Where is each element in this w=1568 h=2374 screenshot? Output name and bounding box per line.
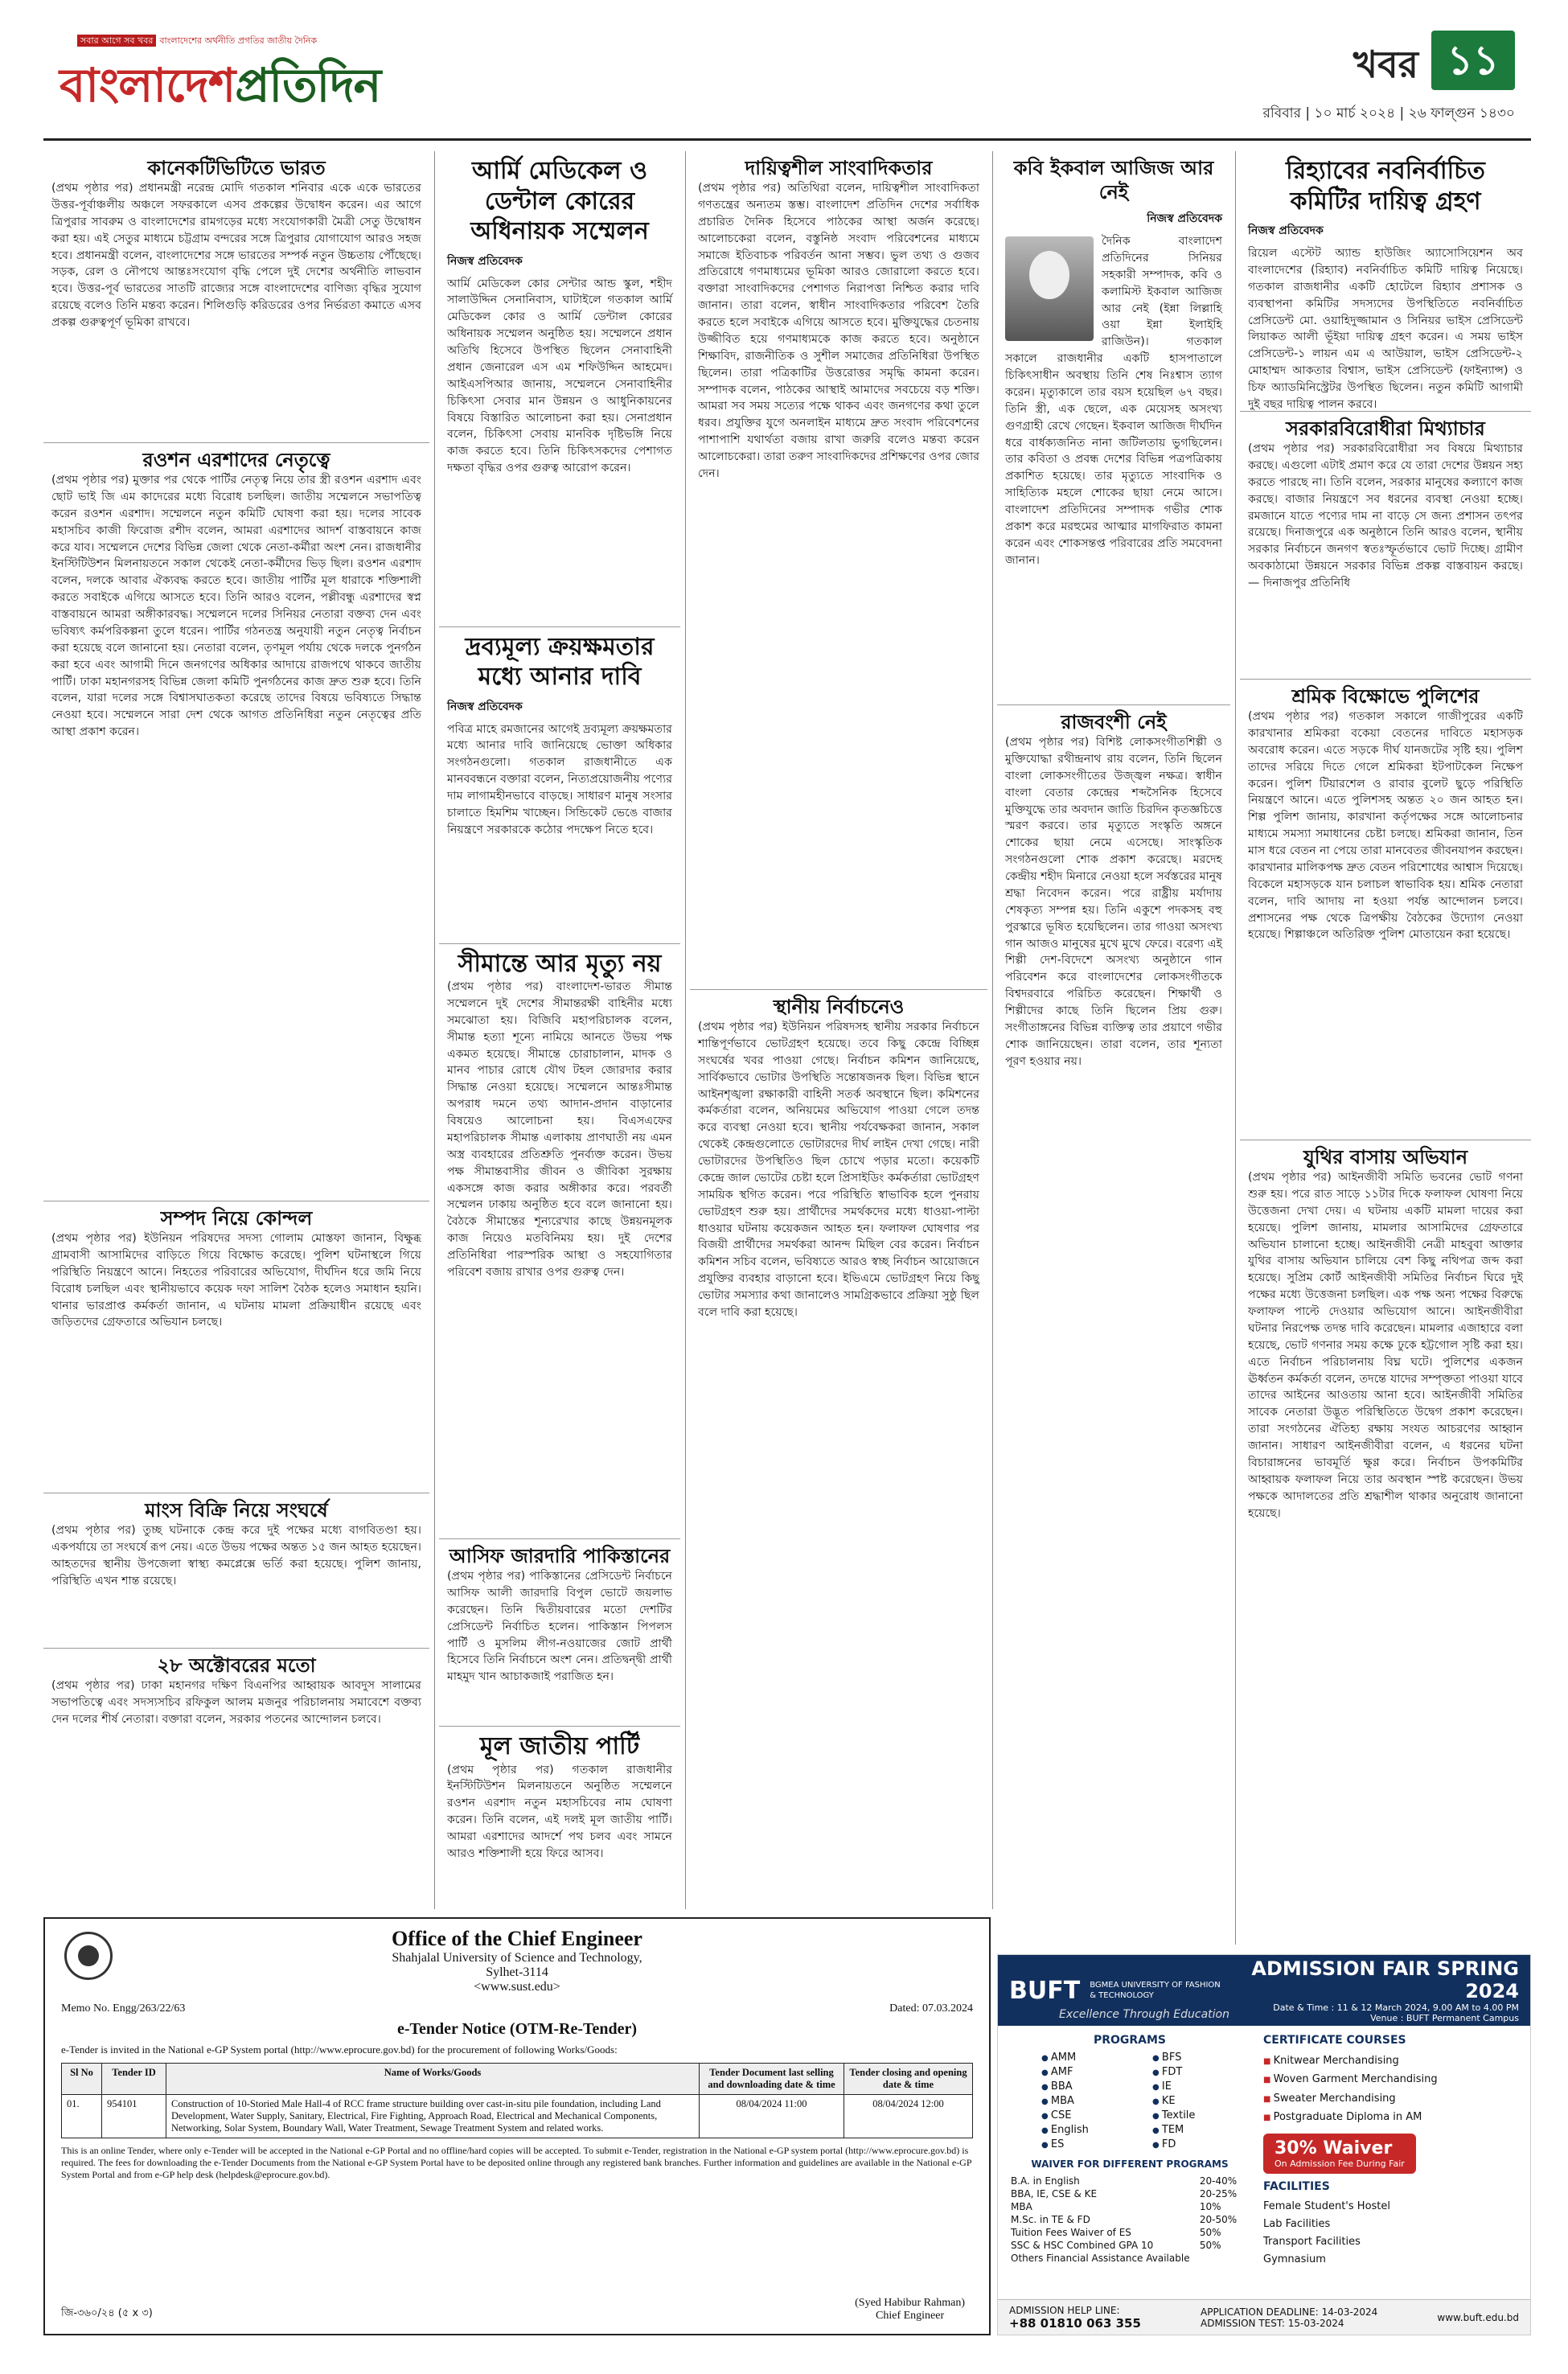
column-5 bbox=[1240, 151, 1531, 1945]
story-body: (প্রথম পৃষ্ঠার পর) ঢাকা মহানগর দক্ষিণ বিএনপির আহ্বায়ক আবদুস সালামের সভাপতিত্বে এবং সদস্যসচিব রফিকুল আলম মজনুর পরিচালনায় সমাবেশে বক্তব্য দেন দলের শীর্ষ নেতারা। বক্তারা বলেন, সরকার পতনের আন্দোলন চলবে। bbox=[51, 1679, 421, 1726]
table-row bbox=[1009, 2252, 1250, 2265]
tender-closing: 08/04/2024 12:00 bbox=[844, 2095, 973, 2138]
newspaper-logo[interactable]: বাংলাদেশপ্রতিদিন bbox=[60, 58, 381, 113]
program-item: ● CSE bbox=[1041, 2109, 1139, 2121]
tender-col-name: Name of Works/Goods bbox=[166, 2064, 700, 2095]
program-item: ● BBA bbox=[1041, 2080, 1139, 2093]
ad-body bbox=[998, 2026, 1530, 2277]
table-row bbox=[1009, 2226, 1250, 2239]
fair-title: ADMISSION FAIR SPRING 2024 bbox=[1251, 1957, 1519, 2002]
column-divider bbox=[1235, 151, 1236, 1945]
story-body: দৈনিক বাংলাদেশ প্রতিদিনের সিনিয়র সহকারী সম্পাদক, কবি ও কলামিস্ট ইকবাল আজিজ আর নেই (ইন্না লিল্লাহি ওয়া ইন্না ইলাইহি রাজিউন)। গতকাল সকালে রাজধানীর একটি হাসপাতালে চিকিৎসাধীন অবস্থায় তিনি শেষ নিঃশ্বাস ত্যাগ করেন। মৃত্যুকালে তার বয়স হয়েছিল ৬৭ বছর। তিনি স্ত্রী, এক ছেলে, এক মেয়েসহ অসংখ্য গুণগ্রাহী রেখে গেছেন। ইকবাল আজিজ দীর্ঘদিন ধরে বার্ধক্যজনিত নানা জটিলতায় ভুগছিলেন। তার কবিতা ও প্রবন্ধ দেশের বিভিন্ন পত্রপত্রিকায় প্রকাশিত হয়েছে। তার মৃত্যুতে সাংবাদিক ও সাহিত্যিক মহলে শোকের ছায়া নেমে আসে। বাংলাদেশ প্রতিদিনের সম্পাদক গভীর শোক প্রকাশ করে মরহুমের আত্মার মাগফিরাত কামনা করেন এবং শোকসন্তপ্ত পরিবারের প্রতি সমবেদনা জানান। bbox=[1005, 235, 1222, 567]
table-row bbox=[1009, 2213, 1250, 2226]
story-byline: নিজস্ব প্রতিবেদক bbox=[447, 254, 523, 268]
story-army[interactable] bbox=[439, 151, 680, 627]
cert-item: ■ Postgraduate Diploma in AM bbox=[1263, 2108, 1519, 2126]
cert-item: ■ Knitwear Merchandising bbox=[1263, 2052, 1519, 2070]
program-item: ● ES bbox=[1041, 2138, 1139, 2150]
buft-university-name: BGMEA UNIVERSITY OF FASHION & TECHNOLOGY bbox=[1090, 1981, 1221, 2000]
deadline-info: APPLICATION DEADLINE: 14-03-2024 ADMISSION TEST: 15-03-2024 bbox=[1201, 2306, 1378, 2329]
program-item: ● KE bbox=[1152, 2095, 1250, 2107]
buft-logo: BUFT bbox=[1009, 1976, 1081, 2005]
waiver-value: 50% bbox=[1199, 2227, 1221, 2238]
story-asif[interactable] bbox=[439, 1539, 680, 1727]
story-headline: আসিফ জারদারি পাকিস্তানের bbox=[449, 1545, 671, 1567]
admission-fair bbox=[1221, 1957, 1519, 2023]
tender-note: This is an online Tender, where only e-Tender will be accepted in the National e-GP Portal and no offline/hard copies will be accepted. To submit e-Tender, registration in the National e-GP system portal (http://www.eprocure.gov.bd) is required. The fees for downloading the e-Tender Documents from the National e-GP System Portal have to be deposited online through any registered bank branches. Further information and guidelines are available in the National e-GP System Portal and from e-GP help desk (helpdesk@eprocure.gov.bd). bbox=[61, 2145, 972, 2180]
story-byline: নিজস্ব প্রতিবেদক bbox=[447, 700, 523, 713]
waiver-label: B.A. in English bbox=[1011, 2175, 1080, 2187]
story-headline: শ্রমিক বিক্ষোভে পুলিশের bbox=[1291, 685, 1480, 708]
buft-website[interactable]: www.buft.edu.bd bbox=[1437, 2311, 1519, 2323]
masthead bbox=[43, 23, 1531, 133]
column-1 bbox=[43, 151, 429, 1909]
waiver-value: 20-50% bbox=[1199, 2214, 1238, 2225]
program-item: ● IE bbox=[1152, 2080, 1250, 2093]
tagline: সবার আগে সব খবর বাংলাদেশের অর্থনীতি প্রগতির জাতীয় দৈনিক bbox=[77, 34, 317, 49]
waiver-value: 50% bbox=[1199, 2240, 1221, 2251]
story-body: পবিত্র মাহে রমজানের আগেই দ্রব্যমূল্য ক্রয়ক্ষমতার মধ্যে আনার দাবি জানিয়েছে ভোক্তা অধিকার সংগঠনগুলো। গতকাল রাজধানীতে এক মানববন্ধনে বক্তারা বলেন, নিত্যপ্রয়োজনীয় পণ্যের দাম লাগামহীনভাবে বাড়ছে। সাধারণ মানুষ সংসার চালাতে হিমশিম খাচ্ছেন। সিন্ডিকেট ভেঙে বাজার নিয়ন্ত্রণে সরকারকে কঠোর পদক্ষেপ নিতে হবে। bbox=[447, 722, 673, 836]
column-divider bbox=[685, 151, 686, 1909]
waiver-value: 20-40% bbox=[1199, 2175, 1238, 2187]
ad-right-column bbox=[1250, 2034, 1519, 2269]
tender-signature bbox=[855, 2297, 965, 2323]
ad-left-column bbox=[1009, 2034, 1250, 2269]
story-byline: নিজস্ব প্রতিবেদক bbox=[1147, 212, 1222, 225]
table-row bbox=[1009, 2175, 1250, 2187]
story-labor[interactable] bbox=[1240, 680, 1531, 1140]
column-divider bbox=[434, 151, 435, 1909]
story-journalism[interactable] bbox=[690, 151, 987, 990]
tender-intro: e-Tender is invited in the National e-GP System portal (http://www.eprocure.gov.bd) for the procurement of following Works/Goods: bbox=[61, 2043, 618, 2056]
waiver-value: 20-25% bbox=[1199, 2188, 1238, 2199]
tender-col-id: Tender ID bbox=[102, 2064, 166, 2095]
waiver-label: Tuition Fees Waiver of ES bbox=[1011, 2227, 1131, 2238]
buft-tagline: Excellence Through Education bbox=[1059, 2008, 1229, 2021]
story-headline: দ্রব্যমূল্য ক্রয়ক্ষমতার মধ্যে আনার দাবি bbox=[465, 632, 655, 691]
story-connectivity[interactable] bbox=[43, 151, 429, 443]
tender-table bbox=[61, 2063, 973, 2138]
program-item: ● TEM bbox=[1152, 2124, 1250, 2136]
table-row bbox=[1009, 2239, 1250, 2252]
story-property[interactable] bbox=[43, 1201, 429, 1493]
facility-item: Transport Facilities bbox=[1263, 2235, 1361, 2248]
table-row bbox=[62, 2095, 973, 2138]
poet-photo bbox=[1005, 236, 1094, 341]
story-headline: মাংস বিক্রি নিয়ে সংঘর্ষে bbox=[145, 1499, 328, 1522]
story-body: (প্রথম পৃষ্ঠার পর) আইনজীবী সমিতি ভবনের ভোট গণনা শুরু হয়। পরে রাত সাড়ে ১১টার দিকে ফলাফল ঘোষণা নিয়ে উত্তেজনা দেখা দেয়। এ ঘটনায় একটি মামলা দায়ের করা হয়েছে। পুলিশ জানায়, মামলার আসামিদের গ্রেফতারে অভিযান চালানো হচ্ছে। আইনজীবী নেত্রী মাহবুবা আক্তার যুথির বাসায় অভিযান চালিয়ে বেশ কিছু নথিপত্র জব্দ করা হয়েছে। সুপ্রিম কোর্ট আইনজীবী সমিতির নির্বাচন ঘিরে দুই পক্ষের মধ্যে উত্তেজনা চলছিল। এক পক্ষ অন্য পক্ষের বিরুদ্ধে ফলাফল পাল্টে দেওয়ার অভিযোগ আনে। আইনজীবীরা ঘটনার নিরপেক্ষ তদন্ত দাবি করেছেন। মামলার এজাহারে বলা হয়েছে, ভোট গণনার সময় কক্ষে ঢুকে হট্টগোল সৃষ্টি করা হয়। এতে নির্বাচন পরিচালনায় বিঘ্ন ঘটে। পুলিশের একজন ঊর্ধ্বতন কর্মকর্তা বলেন, তদন্তে যাদের সম্পৃক্ততা পাওয়া যাবে তাদের আইনের আওতায় আনা হবে। আইনজীবী সমিতির সাবেক নেতারা উদ্ভূত পরিস্থিতিতে উদ্বেগ প্রকাশ করেছেন। তারা সংগঠনের ঐতিহ্য রক্ষায় সংযত আচরণের আহ্বান জানান। সাধারণ আইনজীবীরা বলেন, এ ধরনের ঘটনা বিচারাঙ্গনের ভাবমূর্তি ক্ষুণ্ণ করে। নির্বাচন উপকমিটির আহ্বায়ক ফলাফল নিয়ে তার অবস্থান স্পষ্ট করেছেন। উভয় পক্ষকে আদালতের প্রতি শ্রদ্ধাশীল থাকার অনুরোধ জানানো হয়েছে। bbox=[1248, 1171, 1523, 1520]
ad-header bbox=[998, 1955, 1530, 2026]
program-item: ● FDT bbox=[1152, 2066, 1250, 2078]
story-headline: রওশন এরশাদের নেতৃত্বে bbox=[142, 449, 330, 471]
program-item: ● BFS bbox=[1152, 2052, 1250, 2064]
story-rehab[interactable] bbox=[1240, 151, 1531, 412]
cert-title: CERTIFICATE COURSES bbox=[1263, 2034, 1406, 2047]
story-ershad[interactable] bbox=[43, 443, 429, 1201]
story-headline: সীমান্তে আর মৃত্যু নয় bbox=[458, 949, 662, 978]
story-body: রিয়েল এস্টেট অ্যান্ড হাউজিং অ্যাসোসিয়েশন অব বাংলাদেশের (রিহ্যাব) নবনির্বাচিত কমিটি দায়িত্ব নিয়েছে। গতকাল রাজধানীর একটি হোটেলে রিহ্যাব প্রশাসক ও ব্যবস্থাপনা কমিটির সদস্যদের উপস্থিতিতে নবনির্বাচিত প্রেসিডেন্ট মো. ওয়াহিদুজ্জামান ও সিনিয়র ভাইস প্রেসিডেন্ট লিয়াকত আলী ভূঁইয়া দায়িত্ব গ্রহণ করেন। এ সময় ভাইস প্রেসিডেন্ট-১ লায়ন এম এ আউয়াল, ভাইস প্রেসিডেন্ট-২ মোহাম্মদ আকতার বিশ্বাস, ভাইস প্রেসিডেন্ট (ফাইন্যান্স) ও চিফ অ্যাডমিনিস্ট্রেটর উপস্থিত ছিলেন। নতুন কমিটি আগামী দুই বছর দায়িত্ব পালন করবে। bbox=[1248, 247, 1523, 411]
story-body: (প্রথম পৃষ্ঠার পর) বিশিষ্ট লোকসংগীতশিল্পী ও মুক্তিযোদ্ধা রথীন্দ্রনাথ রায় বলেন, তিনি ছিলেন বাংলা লোকসংগীতের উজ্জ্বল নক্ষত্র। স্বাধীন বাংলা বেতার কেন্দ্রের শব্দসৈনিক হিসেবে মুক্তিযুদ্ধে তার অবদান জাতি চিরদিন কৃতজ্ঞচিত্তে স্মরণ করবে। তার মৃত্যুতে সংস্কৃতি অঙ্গনে শোকের ছায়া নেমে এসেছে। সাংস্কৃতিক সংগঠনগুলো শোক প্রকাশ করেছে। মরদেহ কেন্দ্রীয় শহীদ মিনারে নেওয়া হলে সর্বস্তরের মানুষ শ্রদ্ধা নিবেদন করেন। পরে রাষ্ট্রীয় মর্যাদায় শেষকৃত্য সম্পন্ন হয়। তিনি একুশে পদকসহ বহু পুরস্কারে ভূষিত হয়েছিলেন। তার গাওয়া অসংখ্য গান আজও মানুষের মুখে মুখে ফেরে। বরেণ্য এই শিল্পী দেশ-বিদেশে অসংখ্য অনুষ্ঠানে গান পরিবেশন করে বাংলাদেশের লোকসংগীতকে বিশ্বদরবারে পরিচিত করেছেন। শিক্ষার্থী ও শিল্পীদের কাছে তিনি ছিলেন প্রিয় গুরু। সংগীতাঙ্গনের বিভিন্ন ব্যক্তিত্ব তার প্রয়াণে গভীর শোক জানিয়েছেন। তারা বলেন, তার শূন্যতা পূরণ হওয়ার নয়। bbox=[1005, 736, 1222, 1068]
story-body: (প্রথম পৃষ্ঠার পর) গতকাল সকালে গাজীপুরের একটি কারখানার শ্রমিকরা বকেয়া বেতনের দাবিতে মহাসড়ক অবরোধ করেন। এতে সড়কে দীর্ঘ যানজটের সৃষ্টি হয়। পুলিশ তাদের সরিয়ে দিতে গেলে শ্রমিকরা ইটপাটকেল নিক্ষেপ করেন। পুলিশ টিয়ারশেল ও রাবার বুলেট ছুড়ে পরিস্থিতি নিয়ন্ত্রণে আনে। এতে পুলিশসহ অন্তত ২০ জন আহত হন। শিল্প পুলিশ জানায়, কারখানা কর্তৃপক্ষের সঙ্গে আলোচনার মাধ্যমে সমস্যা সমাধানের চেষ্টা চলছে। শ্রমিকরা জানান, তিন মাস ধরে বেতন না পেয়ে তারা মানবেতর জীবনযাপন করছেন। কারখানার মালিকপক্ষ দ্রুত বেতন পরিশোধের আশ্বাস দিয়েছে। বিকেলে মহাসড়কে যান চলাচল স্বাভাবিক হয়। শ্রমিক নেতারা বলেন, দাবি আদায় না হওয়া পর্যন্ত আন্দোলন চলবে। প্রশাসনের পক্ষ থেকে ত্রিপক্ষীয় বৈঠকের উদ্যোগ নেওয়া হয়েছে। শিল্পাঞ্চলে অতিরিক্ত পুলিশ মোতায়েন করা হয়েছে। bbox=[1248, 710, 1523, 942]
story-lies[interactable] bbox=[1240, 412, 1531, 680]
story-headline: আর্মি মেডিকেল ও ডেন্টাল কোরের অধিনায়ক সম্মেলন bbox=[470, 157, 649, 245]
story-body: (প্রথম পৃষ্ঠার পর) মুক্তার পর থেকে পার্টির নেতৃত্ব নিয়ে তার স্ত্রী রওশন এরশাদ এবং ছোট ভাই জি এম কাদেরের মধ্যে বিরোধ চলছিল। জাতীয় সম্মেলনে সভাপতিত্ব করেন রওশন এরশাদ। সম্মেলনে নতুন কমিটি ঘোষণা করা হয়। দলের সাবেক মহাসচিব কাজী ফিরোজ রশীদ বলেন, আমরা এরশাদের আদর্শ বাস্তবায়নে কাজ করে যাব। সম্মেলনে দেশের বিভিন্ন জেলা থেকে নেতা-কর্মীরা অংশ নেন। রাজধানীর ইনস্টিটিউশন মিলনায়তনে সকাল থেকেই নেতা-কর্মীদের ভিড় ছিল। রওশন এরশাদ বলেন, দলকে আবার ঐক্যবদ্ধ করতে হবে। জাতীয় পার্টির মূল ধারাকে শক্তিশালী করতে সবাইকে এগিয়ে আসতে হবে। তিনি আরও বলেন, পল্লীবন্ধু এরশাদের স্বপ্ন বাস্তবায়নে আমরা অঙ্গীকারবদ্ধ। সম্মেলনে দলের সিনিয়র নেতারা বক্তব্য দেন এবং ভবিষ্যৎ কর্মপরিকল্পনা তুলে ধরেন। পার্টির গঠনতন্ত্র অনুযায়ী নতুন নেতৃত্ব নির্বাচন করা হয়েছে বলে জানানো হয়। নেতারা বলেন, তৃণমূল পর্যায় থেকে দলকে পুনর্গঠন করা হবে এবং আগামী দিনে জনগণের অধিকার আদায়ে রাজপথে থাকবে জাতীয় পার্টি। ঢাকা মহানগরসহ বিভিন্ন জেলা কমিটি পুনর্গঠনের কাজ দ্রুত শুরু হবে। তিনি বলেন, যারা দলের সঙ্গে বিশ্বাসঘাতকতা করেছে তাদের বিষয়ে ভবিষ্যতে সিদ্ধান্ত নেওয়া হবে। সম্মেলনে সারা দেশ থেকে আগত প্রতিনিধিরা নতুন নেতৃত্বের প্রতি আস্থা প্রকাশ করেন। bbox=[51, 474, 421, 739]
waiver-value: 10% bbox=[1199, 2201, 1221, 2212]
tender-office: Office of the Chief Engineer bbox=[392, 1927, 642, 1950]
waiver-label: BBA, IE, CSE & KE bbox=[1011, 2188, 1098, 2199]
story-poet[interactable] bbox=[997, 151, 1230, 705]
ad-footer bbox=[998, 2299, 1530, 2335]
story-headline: রিহ্যাবের নবনির্বাচিত কমিটির দায়িত্ব গ্রহণ bbox=[1286, 157, 1485, 216]
story-body: (প্রথম পৃষ্ঠার পর) তুচ্ছ ঘটনাকে কেন্দ্র করে দুই পক্ষের মধ্যে বাগবিতণ্ডা হয়। একপর্যায়ে তা সংঘর্ষে রূপ নেয়। এতে উভয় পক্ষের অন্তত ১৫ জন আহত হয়েছেন। আহতদের স্থানীয় উপজেলা স্বাস্থ্য কমপ্লেক্সে ভর্তি করা হয়েছে। পুলিশ জানায়, পরিস্থিতি এখন শান্ত রয়েছে। bbox=[51, 1524, 421, 1587]
story-headline: স্থানীয় নির্বাচনেও bbox=[773, 996, 905, 1018]
programs-title: PROGRAMS bbox=[1093, 2034, 1167, 2047]
waiver-label: SSC & HSC Combined GPA 10 bbox=[1011, 2240, 1154, 2251]
story-headline: দায়িত্বশীল সাংবাদিকতার bbox=[745, 157, 933, 179]
tender-memo-row bbox=[61, 2002, 973, 2015]
story-border[interactable] bbox=[439, 944, 680, 1540]
facility-item: Gymnasium bbox=[1263, 2253, 1326, 2265]
cert-list bbox=[1263, 2052, 1519, 2127]
story-headline: সরকারবিরোধীরা মিথ্যাচার bbox=[1286, 417, 1485, 440]
facility-item: Lab Facilities bbox=[1263, 2217, 1331, 2230]
story-body: (প্রথম পৃষ্ঠার পর) পাকিস্তানের প্রেসিডেন্ট নির্বাচনে আসিফ আলী জারদারি বিপুল ভোটে জয়লাভ করেছেন। তিনি দ্বিতীয়বারের মতো দেশটির প্রেসিডেন্ট নির্বাচিত হলেন। পাকিস্তান পিপলস পার্টি ও মুসলিম লীগ-নওয়াজের জোট প্রার্থী হিসেবে তিনি নির্বাচনে অংশ নেন। প্রতিদ্বন্দ্বী প্রার্থী মাহমুদ খান আচাকজাই পরাজিত হন। bbox=[447, 1570, 672, 1684]
story-body: (প্রথম পৃষ্ঠার পর) সরকারবিরোধীরা সব বিষয়ে মিথ্যাচার করছে। এগুলো এটাই প্রমাণ করে যে তারা দেশের উন্নয়ন সহ্য করতে পারছে না। তিনি বলেন, সরকার মানুষের কল্যাণে কাজ করছে। বাজার নিয়ন্ত্রণে সব ধরনের ব্যবস্থা নেওয়া হচ্ছে। রমজানে যাতে পণ্যের দাম না বাড়ে সে জন্য প্রশাসন তৎপর রয়েছে। দিনাজপুরে এক অনুষ্ঠানে তিনি আরও বলেন, স্থানীয় সরকার নির্বাচনে জনগণ স্বতঃস্ফূর্তভাবে ভোট দিচ্ছে। গ্রামীণ অবকাঠামো উন্নয়নে সরকার বিভিন্ন প্রকল্প বাস্তবায়ন করছে। — দিনাজপুর প্রতিনিধি bbox=[1248, 442, 1523, 589]
story-headline: রাজবংশী নেই bbox=[1061, 711, 1167, 733]
helpline[interactable]: ADMISSION HELP LINE: +88 01810 063 355 bbox=[1009, 2304, 1141, 2331]
tender-signer-title: Chief Engineer bbox=[876, 2310, 945, 2322]
tender-gd-number: জি-৩৬০/২৪ (৫ x ৩) bbox=[61, 2307, 153, 2319]
tender-col-selling: Tender Document last selling and downloading date & time bbox=[700, 2064, 844, 2095]
fair-date: Date & Time : 11 & 12 March 2024, 9.00 AM to 4.00 PM bbox=[1273, 2002, 1519, 2013]
cert-item: ■ Sweater Merchandising bbox=[1263, 2089, 1519, 2108]
story-oct28[interactable] bbox=[43, 1649, 429, 1779]
story-body: (প্রথম পৃষ্ঠার পর) অতিথিরা বলেন, দায়িত্বশীল সাংবাদিকতা গণতন্ত্রের অন্যতম স্তম্ভ। বাংলাদেশ প্রতিদিন দেশের সর্বাধিক প্রচারিত দৈনিক হিসেবে পাঠকের আস্থা অর্জন করেছে। আলোচকেরা বলেন, বস্তুনিষ্ঠ সংবাদ পরিবেশনের মাধ্যমে সমাজে ইতিবাচক পরিবর্তন আনা সম্ভব। ভুল তথ্য ও গুজব প্রতিরোধে গণমাধ্যমের ভূমিকা আরও জোরালো করতে হবে। বক্তারা সাংবাদিকদের পেশাগত নিরাপত্তা নিশ্চিত করার দাবি জানান। তারা বলেন, স্বাধীন সাংবাদিকতার পরিবেশ তৈরি করতে হলে সবাইকে এগিয়ে আসতে হবে। মুক্তিযুদ্ধের চেতনায় উজ্জীবিত হয়ে গণমাধ্যমকে কাজ করতে হবে। অনুষ্ঠানে শিক্ষাবিদ, রাজনীতিক ও সুশীল সমাজের প্রতিনিধিরা উপস্থিত ছিলেন। তারা পত্রিকাটির উত্তরোত্তর সমৃদ্ধি কামনা করেন। সম্পাদক বলেন, পাঠকের আস্থাই আমাদের সবচেয়ে বড় শক্তি। আমরা সব সময় সত্যের পক্ষে থাকব এবং জনগণের কথা তুলে ধরব। প্রযুক্তির যুগে অনলাইন মাধ্যমে দ্রুত সংবাদ পরিবেশনের পাশাপাশি যথার্থতা বজায় রাখা জরুরি বলেও মন্তব্য করেন আলোচকেরা। তারা তরুণ সাংবাদিকদের প্রশিক্ষণের ওপর জোর দেন। bbox=[698, 182, 979, 480]
tender-name: Construction of 10-Storied Male Hall-4 of RCC frame structure building over cast-in-situ pile foundation, including Land Development, Water Supply, Sanitary, Electrical, Fire Fighting, Approach Road, Electrical and Mechanical Components, Networking, Solar System, Boundary Wall, Water Treatment, Sewage Treatment System and related works. bbox=[166, 2095, 700, 2138]
tender-memo: Memo No. Engg/263/22/63 bbox=[61, 2002, 186, 2015]
program-item: ● FD bbox=[1152, 2138, 1250, 2150]
story-commodity[interactable] bbox=[439, 627, 680, 944]
column-4 bbox=[997, 151, 1230, 1945]
masthead-rule bbox=[43, 138, 1531, 141]
column-2 bbox=[439, 151, 680, 1909]
story-body: (প্রথম পৃষ্ঠার পর) প্রধানমন্ত্রী নরেন্দ্র মোদি গতকাল শনিবার একে একে ভারতের উত্তর-পূর্বাঞ্চলীয় অঞ্চলে সফরকালে এসব প্রকল্পের উদ্বোধন করেন। এর আগে ত্রিপুরার সাবরুম ও বাংলাদেশের রামগড়ের মধ্যে সংযোগকারী মৈত্রী সেতু উদ্বোধন করা হয়। এই সেতুর মাধ্যমে চট্টগ্রাম বন্দরের সঙ্গে ত্রিপুরার যোগাযোগ আরও সহজ হবে। প্রধানমন্ত্রী বলেন, বাংলাদেশের সঙ্গে ভারতের সম্পর্ক নতুন উচ্চতায় পৌঁছেছে। সড়ক, রেল ও নৌপথে আন্তঃসংযোগ বৃদ্ধি পেলে দুই দেশের অর্থনীতি লাভবান হবে। উত্তর-পূর্ব ভারতের সাতটি রাজ্যের সঙ্গে বাংলাদেশের বাণিজ্য বৃদ্ধির সুযোগ রয়েছে বলেও তিনি মন্তব্য করেন। শিলিগুড়ি করিডরের ওপর নির্ভরতা কমাতে এসব প্রকল্প গুরুত্বপূর্ণ ভূমিকা রাখবে। bbox=[51, 182, 421, 329]
tender-website[interactable]: <www.sust.edu> bbox=[474, 1980, 560, 1994]
facilities-list bbox=[1263, 2198, 1519, 2269]
story-body: (প্রথম পৃষ্ঠার পর) ইউনিয়ন পরিষদের সদস্য গোলাম মোস্তফা জানান, বিক্ষুব্ধ গ্রামবাসী আসামিদের বাড়িতে গিয়ে বিক্ষোভ করেছে। পুলিশ ঘটনাস্থলে গিয়ে পরিস্থিতি নিয়ন্ত্রণে আনে। নিহতের পরিবারের অভিযোগ, দীর্ঘদিন ধরে জমি নিয়ে বিরোধ চলছিল এবং স্থানীয়ভাবে কয়েক দফা সালিশ বৈঠক হলেও সমাধান হয়নি। থানার ভারপ্রাপ্ত কর্মকর্তা জানান, এ ঘটনায় মামলা প্রক্রিয়াধীন রয়েছে এবং জড়িতদের গ্রেফতারে অভিযান চলছে। bbox=[51, 1232, 421, 1329]
story-meat[interactable] bbox=[43, 1493, 429, 1649]
tender-date: Dated: 07.03.2024 bbox=[889, 2002, 973, 2015]
program-item: ● AMF bbox=[1041, 2066, 1139, 2078]
tender-col-sl: Sl No bbox=[62, 2064, 102, 2095]
story-headline: যুথির বাসায় অভিযান bbox=[1303, 1146, 1468, 1169]
tender-selling: 08/04/2024 11:00 bbox=[700, 2095, 844, 2138]
waiver-table bbox=[1009, 2175, 1250, 2265]
table-row bbox=[1009, 2187, 1250, 2200]
story-local-election[interactable] bbox=[690, 990, 987, 1908]
waiver-label: MBA bbox=[1011, 2201, 1032, 2212]
program-item: ● English bbox=[1041, 2124, 1139, 2136]
story-headline: কানেকটিভিটিতে ভারত bbox=[147, 157, 326, 179]
tender-col-closing: Tender closing and opening date & time bbox=[844, 2064, 973, 2095]
column-3 bbox=[690, 151, 987, 1909]
tender-notice[interactable] bbox=[43, 1917, 991, 2335]
page-number: ১১ bbox=[1431, 31, 1515, 90]
story-body: (প্রথম পৃষ্ঠার পর) বাংলাদেশ-ভারত সীমান্ত সম্মেলনে দুই দেশের সীমান্তরক্ষী বাহিনীর মধ্যে সমঝোতা হয়। বিজিবি মহাপরিচালক বলেন, সীমান্ত হত্যা শূন্যে নামিয়ে আনতে উভয় পক্ষ একমত হয়েছে। সীমান্তে চোরাচালান, মাদক ও মানব পাচার রোধে যৌথ টহল জোরদার করার সিদ্ধান্ত নেওয়া হয়েছে। সম্মেলনে আন্তঃসীমান্ত অপরাধ দমনে তথ্য আদান-প্রদান বাড়ানোর বিষয়েও আলোচনা হয়। বিএসএফের মহাপরিচালক সীমান্ত এলাকায় প্রাণঘাতী নয় এমন অস্ত্র ব্যবহারের প্রতিশ্রুতি পুনর্ব্যক্ত করেন। উভয় পক্ষ সীমান্তবাসীর জীবন ও জীবিকা সুরক্ষায় একসঙ্গে কাজ করার অঙ্গীকার করে। পরবর্তী সম্মেলন ঢাকায় অনুষ্ঠিত হবে বলে জানানো হয়। বৈঠকে সীমান্তের শূন্যরেখার কাছে উন্নয়নমূলক কাজ নিয়েও মতবিনিময় হয়। দুই দেশের প্রতিনিধিরা পারস্পরিক আস্থা ও সহযোগিতার পরিবেশ বজায় রাখার ওপর গুরুত্ব দেন। bbox=[447, 980, 672, 1279]
section-name: খবর bbox=[1353, 43, 1418, 86]
waiver-label: M.Sc. in TE & FD bbox=[1011, 2214, 1090, 2225]
facilities-title: FACILITIES bbox=[1263, 2179, 1330, 2193]
cert-item: ■ Woven Garment Merchandising bbox=[1263, 2070, 1519, 2089]
story-headline: ২৮ অক্টোবরের মতো bbox=[157, 1654, 316, 1677]
program-item: ● MBA bbox=[1041, 2095, 1139, 2107]
table-row bbox=[1009, 2200, 1250, 2213]
story-body: (প্রথম পৃষ্ঠার পর) গতকাল রাজধানীর ইনস্টিটিউশন মিলনায়তনে অনুষ্ঠিত সম্মেলনে রওশন এরশাদ নতুন মহাসচিবের নাম ঘোষণা করেন। তিনি বলেন, এই দলই মূল জাতীয় পার্টি। আমরা এরশাদের আদর্শে পথ চলব এবং সামনে আরও শক্তিশালী হয়ে ফিরে আসব। bbox=[447, 1763, 672, 1860]
tender-university: Shahjalal University of Science and Technology, bbox=[392, 1951, 642, 1965]
waiver-label: Others Financial Assistance Available bbox=[1011, 2253, 1190, 2264]
story-body: (প্রথম পৃষ্ঠার পর) ইউনিয়ন পরিষদসহ স্থানীয় সরকার নির্বাচনে শান্তিপূর্ণভাবে ভোটগ্রহণ হয়েছে। তবে কিছু কেন্দ্রে বিচ্ছিন্ন সংঘর্ষের খবর পাওয়া গেছে। নির্বাচন কমিশন জানিয়েছে, সার্বিকভাবে ভোটার উপস্থিতি সন্তোষজনক ছিল। বিভিন্ন স্থানে আইনশৃঙ্খলা রক্ষাকারী বাহিনী সতর্ক অবস্থানে ছিল। কমিশনের কর্মকর্তারা বলেন, অনিয়মের অভিযোগ পাওয়া গেলে তদন্ত করে ব্যবস্থা নেওয়া হবে। স্থানীয় পর্যবেক্ষকরা জানান, সকাল থেকেই কেন্দ্রগুলোতে ভোটারদের দীর্ঘ লাইন দেখা গেছে। নারী ভোটারদের উপস্থিতিও ছিল চোখে পড়ার মতো। কয়েকটি কেন্দ্রে জাল ভোটের চেষ্টা হলে প্রিসাইডিং কর্মকর্তারা ভোটগ্রহণ সাময়িক স্থগিত করেন। পরে পরিস্থিতি স্বাভাবিক হলে পুনরায় ভোটগ্রহণ শুরু হয়। প্রার্থীদের সমর্থকদের মধ্যে ধাওয়া-পাল্টা ধাওয়ার ঘটনায় কয়েকজন আহত হন। ফলাফল ঘোষণার পর বিজয়ী প্রার্থীদের সমর্থকরা আনন্দ মিছিল বের করেন। নির্বাচন কমিশন সচিব বলেন, ভবিষ্যতে আরও স্বচ্ছ নির্বাচন আয়োজনে প্রযুক্তির ব্যবহার বাড়ানো হবে। ইভিএমে ভোটগ্রহণ নিয়ে কিছু ভোটার সমস্যার কথা জানালেও সামগ্রিকভাবে প্রক্রিয়া সুষ্ঠু ছিল বলে দাবি করা হয়েছে। bbox=[698, 1021, 979, 1319]
story-joint[interactable] bbox=[1240, 1140, 1531, 1946]
story-byline: নিজস্ব প্রতিবেদক bbox=[1248, 224, 1324, 237]
story-body: আর্মি মেডিকেল কোর সেন্টার আন্ড স্কুল, শহীদ সালাউদ্দিন সেনানিবাস, ঘাটাইলে গতকাল আর্মি মেডিকেল কোর ও আর্মি ডেন্টাল কোরের অধিনায়ক সম্মেলন অনুষ্ঠিত হয়। সম্মেলনে প্রধান অতিথি হিসেবে উপস্থিত ছিলেন সেনাবাহিনী প্রধান জেনারেল এস এম শফিউদ্দিন আহমেদ। আইএসপিআর জানায়, সম্মেলনে সেনাবাহিনীর চিকিৎসা সেবার মান উন্নয়ন ও আধুনিকায়নের বিষয়ে বিস্তারিত আলোচনা করা হয়। সেনাপ্রধান বলেন, চিকিৎসা সেবায় মানবিক দৃষ্টিভঙ্গি নিয়ে কাজ করতে হবে। তিনি চিকিৎসকদের পেশাগত দক্ষতা বৃদ্ধির ওপর গুরুত্ব আরোপ করেন। bbox=[447, 277, 672, 475]
buft-advertisement[interactable] bbox=[997, 1954, 1531, 2335]
story-headline: মূল জাতীয় পার্টি bbox=[479, 1732, 640, 1760]
tender-notice-title: e-Tender Notice (OTM-Re-Tender) bbox=[396, 2020, 638, 2038]
column-divider bbox=[992, 151, 993, 1909]
story-jatiyo[interactable] bbox=[439, 1727, 680, 1863]
story-rajbongshi[interactable] bbox=[997, 705, 1230, 1849]
tender-table-header bbox=[62, 2064, 973, 2095]
tender-id: 954101 bbox=[102, 2095, 166, 2138]
date-line: রবিবার | ১০ মার্চ ২০২৪ | ২৬ ফাল্গুন ১৪৩০ bbox=[1262, 105, 1515, 121]
story-headline: কবি ইকবাল আজিজ আর নেই bbox=[1013, 157, 1214, 203]
university-seal-icon bbox=[64, 1932, 113, 1980]
program-item: ● Textile bbox=[1152, 2109, 1250, 2121]
programs-list bbox=[1009, 2052, 1250, 2150]
facility-item: Female Student's Hostel bbox=[1263, 2199, 1390, 2212]
tender-signer: (Syed Habibur Rahman) bbox=[855, 2297, 965, 2309]
fair-venue: Venue : BUFT Permanent Campus bbox=[1370, 2013, 1519, 2023]
story-headline: সম্পদ নিয়ে কোন্দল bbox=[160, 1207, 313, 1230]
waiver-title: WAIVER FOR DIFFERENT PROGRAMS bbox=[1031, 2158, 1229, 2170]
program-item: ● AMM bbox=[1041, 2052, 1139, 2064]
tender-city: Sylhet-3114 bbox=[486, 1965, 548, 1979]
tender-sl: 01. bbox=[62, 2095, 102, 2138]
waiver-badge: 30% Waiver On Admission Fee During Fair bbox=[1263, 2134, 1416, 2174]
